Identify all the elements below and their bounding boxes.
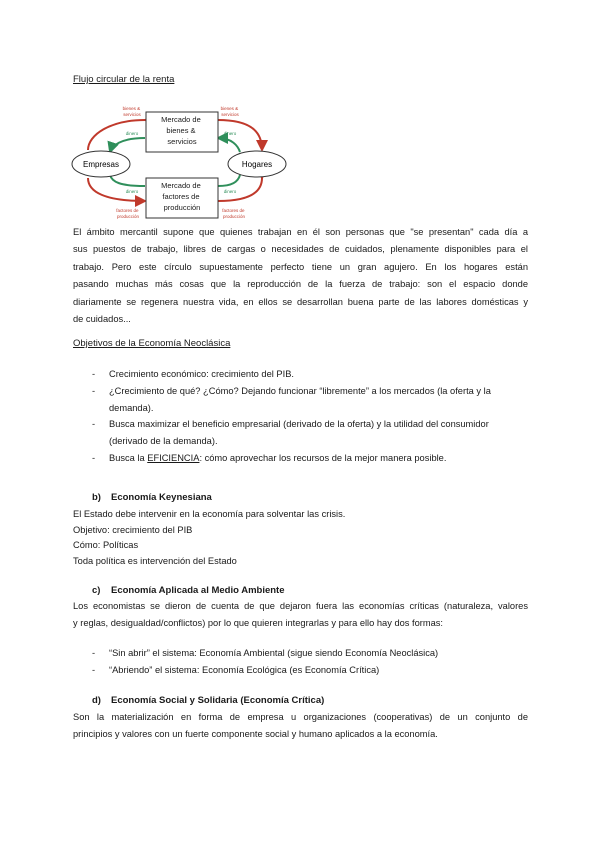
paragraph-line: pasando muchas más cosas que la reproducción de la fuerza de trabajo: son el espacio donde xyxy=(73,279,528,290)
label-money-top-right: dinero xyxy=(223,131,237,136)
paragraph-line: Los economistas se dieron de cuenta de que dejaron fuera las economías críticas (naturaleza, valores xyxy=(73,601,528,611)
bullet-dash: - xyxy=(92,419,96,430)
bullet-text: “Sin abrir” el sistema: Economía Ambiental (sigue siendo Economía Neoclásica) xyxy=(109,648,439,658)
market-factors-line-2: factores de xyxy=(162,192,200,201)
circular-flow-paragraph xyxy=(73,224,528,328)
label-goods-right-2: servicios xyxy=(221,112,239,117)
neoclassical-bullet-list xyxy=(92,366,532,467)
paragraph-line: principios y valores con un fuerte componente social y humano aplicados a la economía. xyxy=(73,728,438,739)
section-title: Economía Social y Solidaria (Economía Crítica) xyxy=(111,695,325,706)
list-item xyxy=(92,645,532,662)
list-item xyxy=(92,662,532,679)
market-goods-line-1: Mercado de xyxy=(161,115,201,124)
list-item xyxy=(92,416,532,450)
bullet-dash: - xyxy=(92,452,96,463)
arrow-money-bottom-right xyxy=(218,175,240,186)
bullet-dash: - xyxy=(92,385,96,396)
arrow-money-bottom-left xyxy=(110,175,145,186)
paragraph-line: de cuidados... xyxy=(73,314,131,325)
svg-text:bienes & servicios xyxy=(221,106,240,117)
heading-circular-flow: Flujo circular de la renta xyxy=(73,74,175,85)
text-line: El Estado debe intervenir en la economía para solventar las crisis. xyxy=(73,509,346,519)
bullet-dash: - xyxy=(92,369,96,379)
bullet-emphasis: EFICIENCIA xyxy=(147,452,200,463)
keynesian-text xyxy=(73,507,533,569)
bullet-dash: - xyxy=(92,648,96,658)
paragraph-line: Son la materialización en forma de empresa u organizaciones (cooperativas) de un conjunto de xyxy=(73,712,528,722)
section-title: Economía Aplicada al Medio Ambiente xyxy=(111,585,285,596)
market-factors-line-3: producción xyxy=(163,203,201,212)
bullet-dash: - xyxy=(92,664,96,675)
label-factors-left-2: producción xyxy=(116,214,140,219)
paragraph-line: diariamente se regenera nuestra vida, en ellos se desarrollan buena parte de las labores domésticas y xyxy=(73,296,528,307)
svg-text:factores de producción xyxy=(222,208,246,219)
label-factors-right-2: producción xyxy=(222,214,246,219)
paragraph-line: y reglas, desigualdad/conflictos) por lo que quieren integrarlas y para ello hay dos formas: xyxy=(73,617,444,628)
heading-social-economy xyxy=(92,695,324,706)
text-line: Toda política es intervención del Estado xyxy=(73,555,237,566)
bullet-text: demanda). xyxy=(109,402,154,413)
label-goods-left-1: bienes & xyxy=(122,106,141,111)
bullet-text: Busca maximizar el beneficio empresarial (derivado de la oferta) y la utilidad del consumidor xyxy=(109,419,489,430)
list-item xyxy=(92,383,532,417)
bullet-text: (derivado de la demanda). xyxy=(109,436,218,447)
section-letter: b) xyxy=(92,492,101,503)
label-goods-left-2: servicios xyxy=(123,112,141,117)
label-goods-right-1: bienes & xyxy=(220,106,239,111)
social-economy-paragraph xyxy=(73,709,528,742)
market-factors-line-1: Mercado de xyxy=(161,181,201,190)
text-line: Cómo: Políticas xyxy=(73,540,139,550)
bullet-text: “Abriendo” el sistema: Economía Ecológica (es Economía Crítica) xyxy=(109,664,380,675)
environment-bullet-list xyxy=(92,645,532,679)
label-money-top-left: dinero xyxy=(125,131,139,136)
paragraph-line: El ámbito mercantil supone que quienes trabajan en él son personas que "se presentan" cada día a xyxy=(73,227,528,237)
section-letter: c) xyxy=(92,585,101,596)
bullet-text: Busca la xyxy=(109,452,148,463)
bullet-text: Crecimiento económico: crecimiento del PIB. xyxy=(109,369,294,379)
market-goods-line-2: bienes & xyxy=(166,126,196,135)
firms-label: Empresas xyxy=(82,160,120,169)
bullet-text: ¿Crecimiento de qué? ¿Cómo? Dejando funcionar “libremente” a los mercados (la oferta y la xyxy=(109,385,491,396)
heading-environment xyxy=(92,585,285,596)
market-goods-line-3: servicios xyxy=(167,137,197,146)
label-factors-left-1: factores de xyxy=(116,208,139,213)
svg-text:bienes & servicios xyxy=(123,106,142,117)
arrow-money-top-left xyxy=(110,138,145,152)
svg-text:factores de producción xyxy=(116,208,140,219)
list-item xyxy=(92,450,532,467)
label-money-bottom-right: dinero xyxy=(223,189,237,194)
section-letter: d) xyxy=(92,695,101,706)
text-line: Objetivo: crecimiento del PIB xyxy=(73,524,193,535)
heading-keynesian xyxy=(92,492,212,503)
heading-neoclassical-objectives: Objetivos de la Economía Neoclásica xyxy=(73,338,231,349)
environment-paragraph xyxy=(73,598,528,631)
svg-text:Mercado de factores de xyxy=(161,181,203,212)
households-label: Hogares xyxy=(241,160,273,169)
label-money-bottom-left: dinero xyxy=(125,189,139,194)
bullet-text: : cómo aprovechar los recursos de la mejor manera posible. xyxy=(199,452,447,463)
paragraph-line: trabajo. Pero este círculo supuestamente perfecto tiene un gran agujero. En los hogares están xyxy=(73,261,528,272)
arrow-money-top-right xyxy=(218,138,240,152)
paragraph-line: sus puestos de trabajo, libres de cargas o necesidades de cuidados, plenamente disponibles para el xyxy=(73,244,528,255)
label-factors-right-1: factores de xyxy=(222,208,245,213)
section-title: Economía Keynesiana xyxy=(111,492,212,503)
list-item xyxy=(92,366,532,383)
